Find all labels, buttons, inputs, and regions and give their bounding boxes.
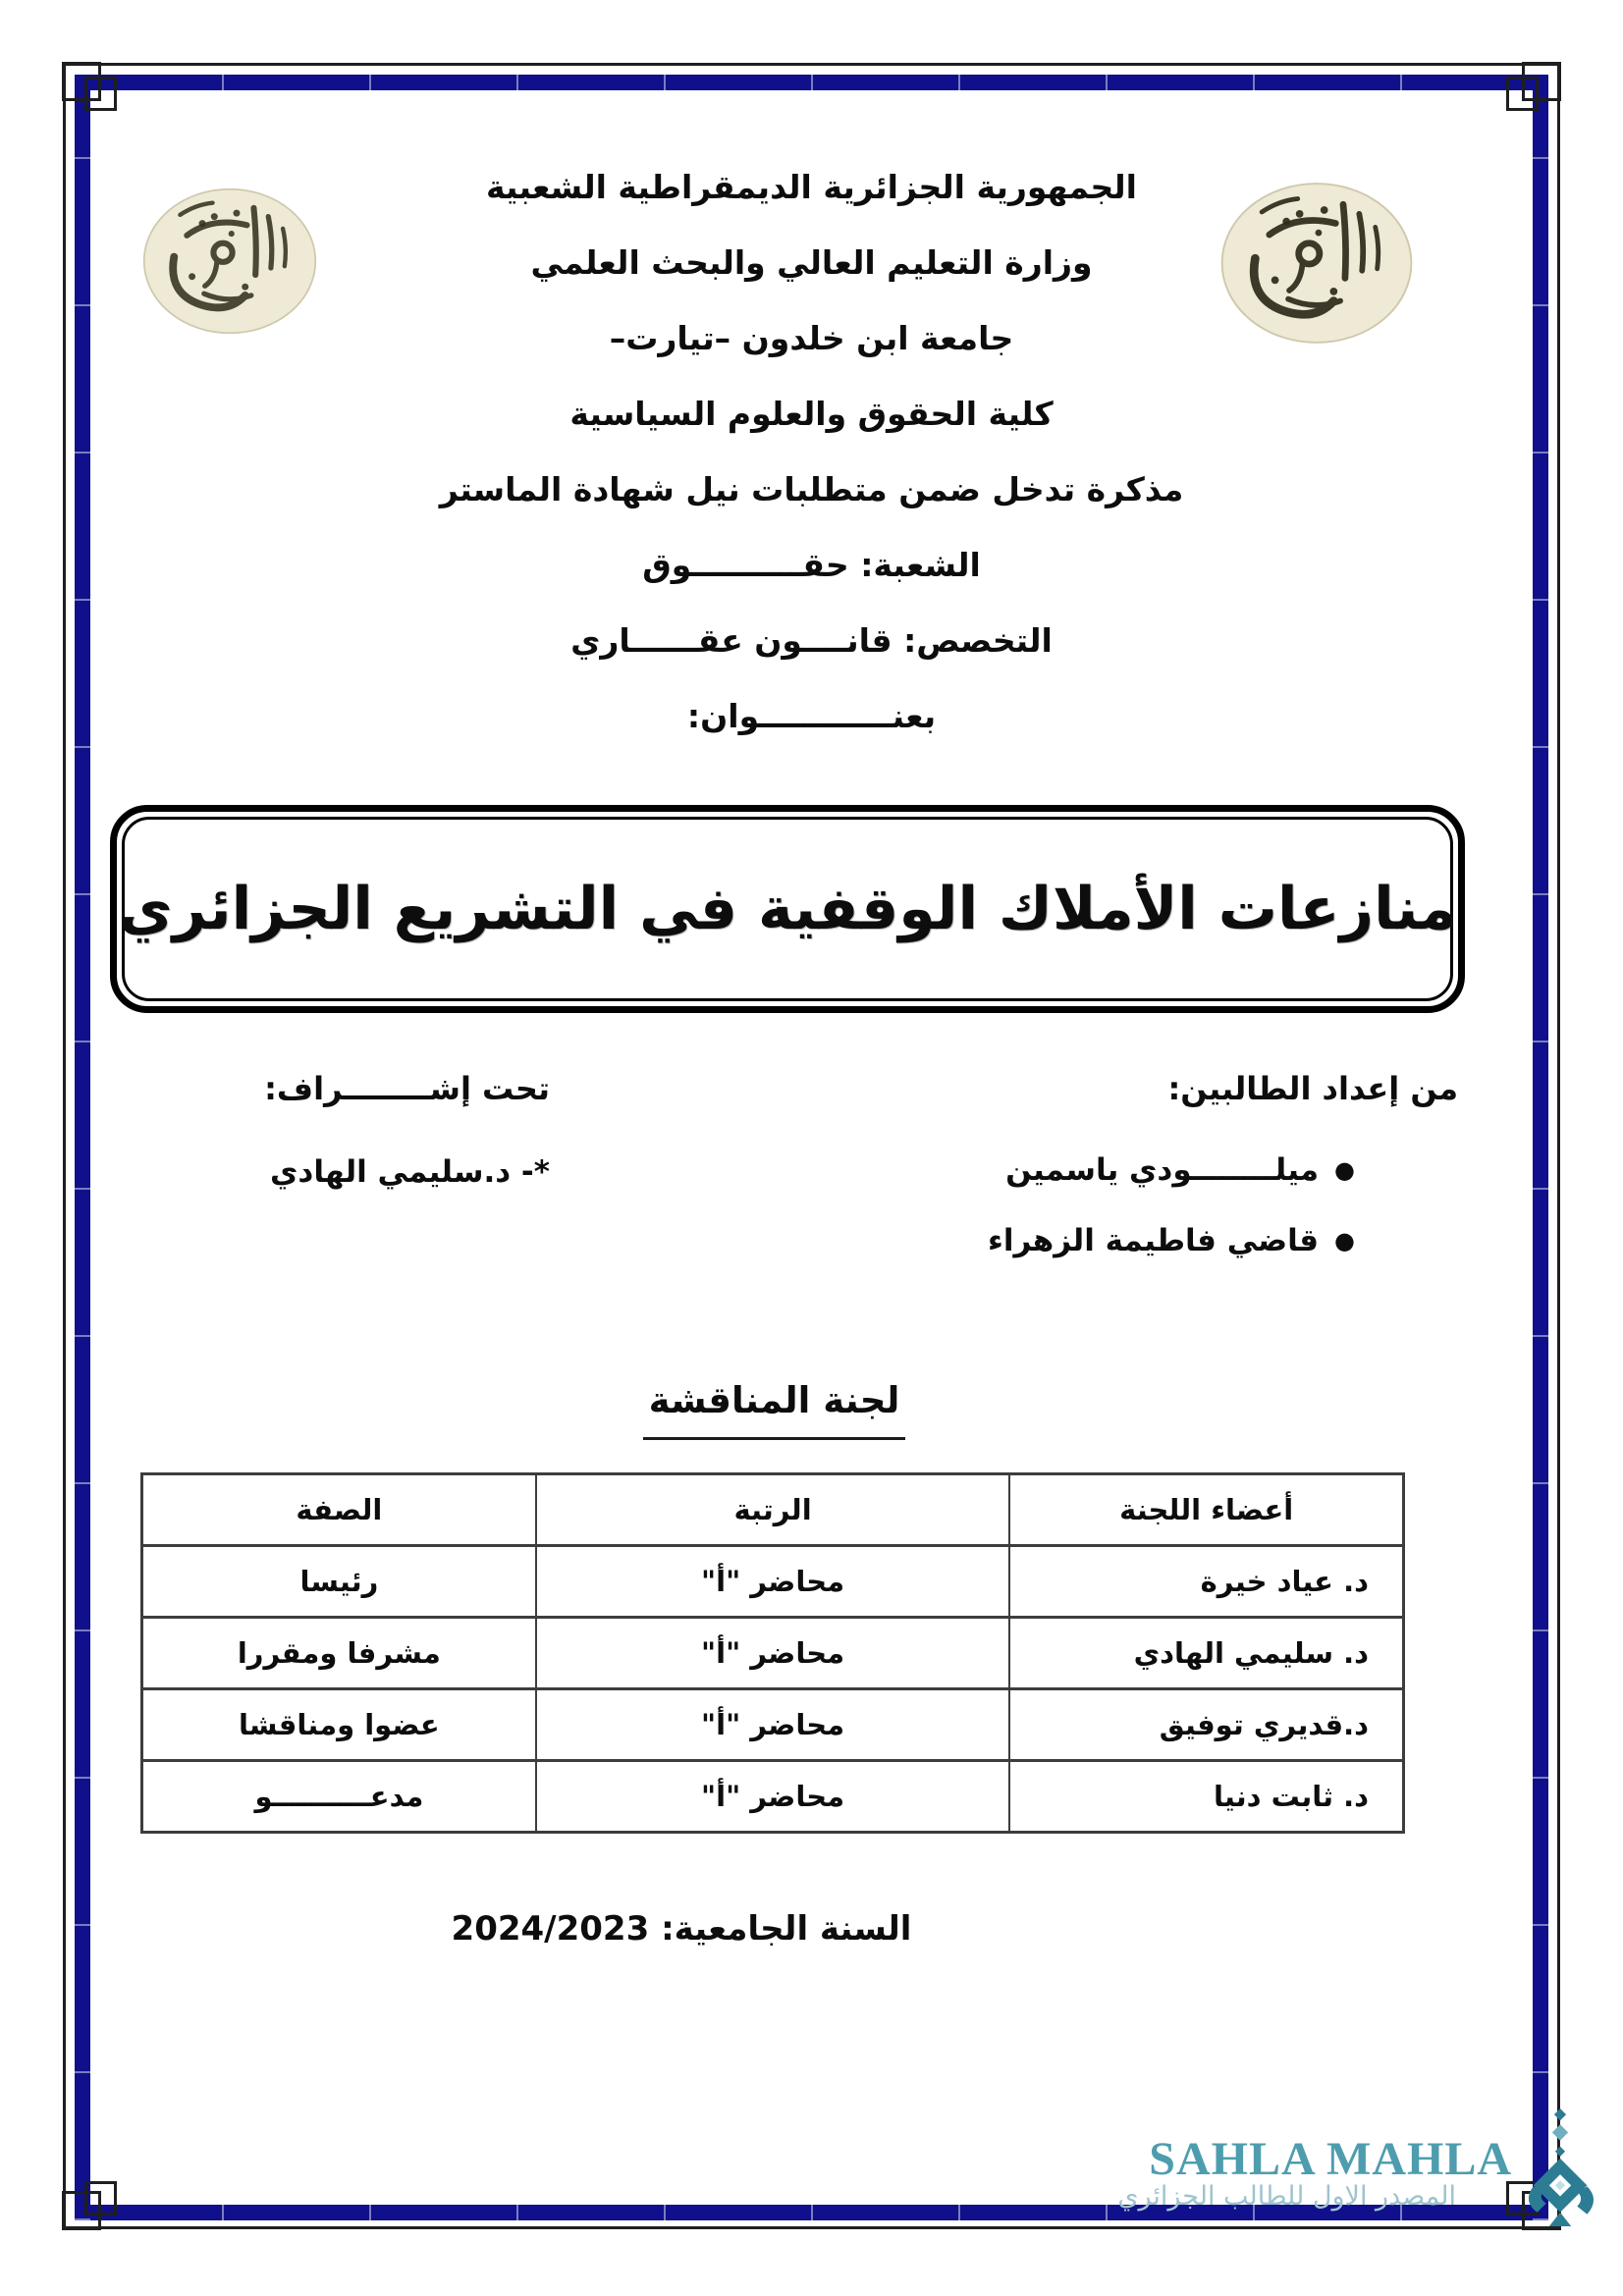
academic-year-line: السنة الجامعية: 2024/2023 — [451, 1909, 912, 1949]
member-role: عضوا ومناقشا — [142, 1689, 536, 1761]
member-rank: محاضر "أ" — [536, 1546, 1010, 1618]
supervisor-section — [167, 1070, 550, 1190]
member-rank: محاضر "أ" — [536, 1761, 1010, 1833]
students-heading: من إعداد الطالبين: — [1167, 1070, 1458, 1107]
committee-heading: لجنة المناقشة — [0, 1379, 1623, 1440]
table-row — [142, 1761, 1404, 1833]
students-list — [988, 1152, 1355, 1258]
member-role: رئيسا — [142, 1546, 536, 1618]
border-corner-ornament — [1506, 77, 1539, 111]
students-section — [988, 1070, 1458, 1258]
bullet-dot-icon: ● — [1334, 1227, 1355, 1255]
thesis-title: منازعات الأملاك الوقفية في التشريع الجزائري — [118, 875, 1457, 943]
supervisor-name: *- د.سليمي الهادي — [270, 1154, 550, 1190]
student-item — [988, 1223, 1355, 1258]
title-box — [110, 805, 1465, 1013]
member-rank: محاضر "أ" — [536, 1689, 1010, 1761]
header-line-specialty: التخصص: قانــــون عقــــــاري — [570, 621, 1053, 660]
student-name: قاضي فاطيمة الزهراء — [988, 1223, 1320, 1258]
column-header-rank: الرتبة — [536, 1474, 1010, 1546]
member-role: مدعــــــــــو — [142, 1761, 536, 1833]
header-line-ministry: وزارة التعليم العالي والبحث العلمي — [530, 243, 1093, 282]
page-border-band-top — [75, 75, 1548, 90]
header-line-faculty: كلية الحقوق والعلوم السياسية — [569, 395, 1054, 433]
member-name: د. عياد خيرة — [1009, 1546, 1403, 1618]
table-row — [142, 1689, 1404, 1761]
title-box-inner-border — [118, 817, 1457, 1001]
member-name: د. ثابت دنيا — [1009, 1761, 1403, 1833]
table-row — [142, 1618, 1404, 1689]
member-rank: محاضر "أ" — [536, 1618, 1010, 1689]
bullet-dot-icon: ● — [1334, 1156, 1355, 1184]
table-header-row — [142, 1474, 1404, 1546]
student-item — [1005, 1152, 1355, 1188]
border-corner-ornament — [84, 77, 117, 111]
sahla-mahla-logo-icon — [1520, 2107, 1600, 2226]
committee-table — [140, 1472, 1405, 1834]
student-name: ميلــــــــودي ياسمين — [1005, 1152, 1320, 1188]
header-line-entitled: بعنــــــــــــوان: — [686, 697, 937, 735]
table-row — [142, 1546, 1404, 1618]
header-block — [0, 149, 1623, 754]
header-line-republic: الجمهورية الجزائرية الديمقراطية الشعبية — [486, 168, 1137, 206]
member-name: د.قديري توفيق — [1009, 1689, 1403, 1761]
header-line-memo-type: مذكرة تدخل ضمن متطلبات نيل شهادة الماستر — [439, 470, 1184, 508]
watermark-brand: SAHLA MAHLA — [1149, 2133, 1512, 2185]
header-line-university: جامعة ابن خلدون –تيارت– — [609, 319, 1014, 357]
column-header-members: أعضاء اللجنة — [1009, 1474, 1403, 1546]
supervisor-heading: تحت إشــــــــراف: — [264, 1070, 550, 1107]
column-header-role: الصفة — [142, 1474, 536, 1546]
member-role: مشرفا ومقررا — [142, 1618, 536, 1689]
member-name: د. سليمي الهادي — [1009, 1618, 1403, 1689]
header-line-branch: الشعبة: حقــــــــــوق — [642, 546, 981, 584]
border-corner-ornament — [84, 2181, 117, 2216]
watermark-tagline: المصدر الاول للطالب الجزائري — [1117, 2181, 1456, 2212]
